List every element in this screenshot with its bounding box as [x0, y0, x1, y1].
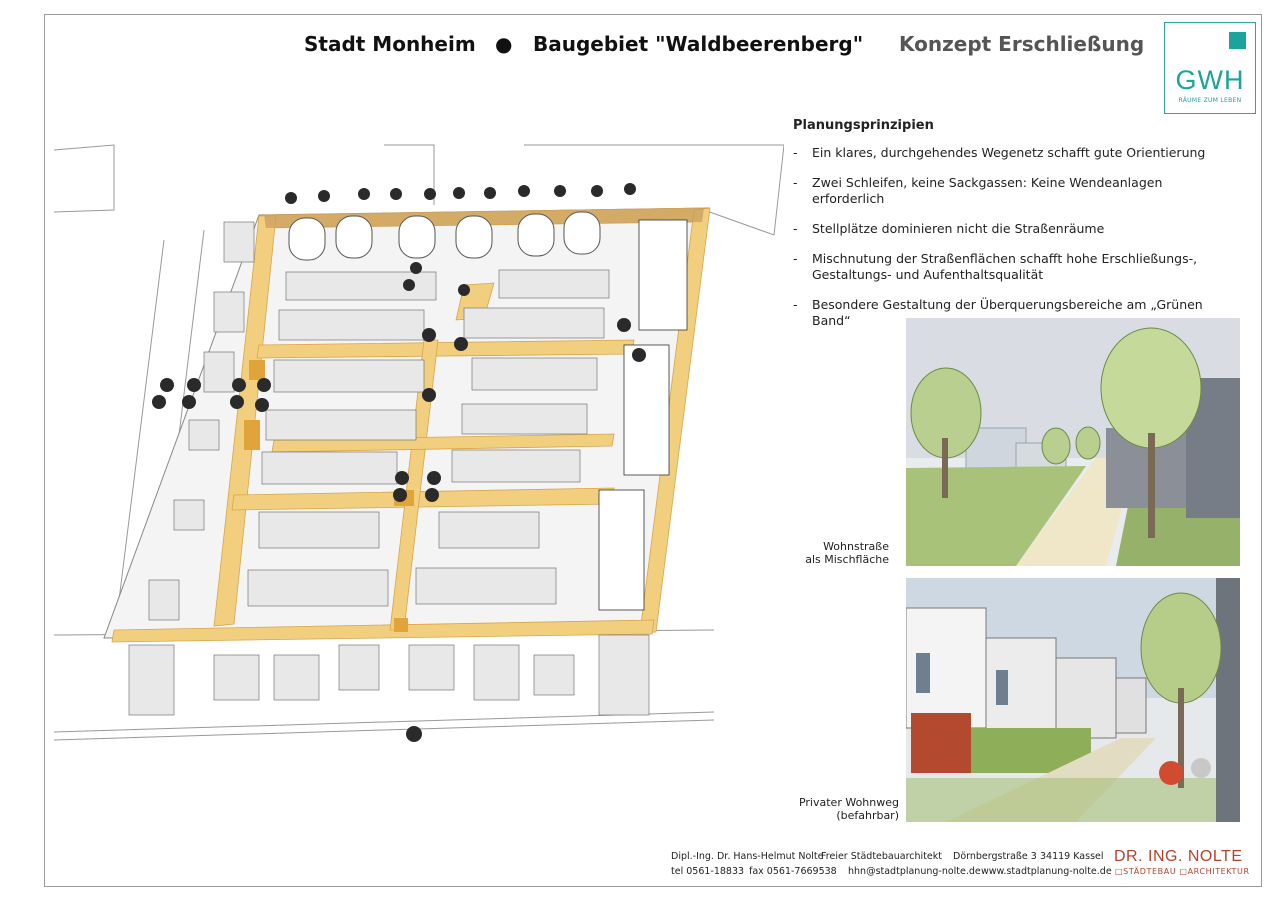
header-separator: ● [495, 32, 513, 56]
logo-text: GWH [1175, 65, 1245, 95]
principle-item [793, 145, 1233, 161]
principle-item [793, 251, 1233, 283]
principles-title: Planungsprinzipien [793, 118, 934, 133]
nolte-brand-sub: □STÄDTEBAU □ARCHITEKTUR [1115, 867, 1250, 876]
logo-square-icon [1229, 32, 1246, 49]
bullet-dash: - [793, 175, 798, 190]
bullet-dash: - [793, 251, 798, 266]
principle-item [793, 175, 1233, 207]
nolte-brand: DR. ING. NOLTE [1114, 848, 1243, 865]
caption-line: (befahrbar) [836, 809, 899, 822]
principle-text: Ein klares, durchgehendes Wegenetz schafft gute Orientierung [812, 145, 1206, 160]
footer-name: Dipl.-Ing. Dr. Hans-Helmut Nolte [671, 851, 824, 862]
caption-wohnweg [699, 796, 899, 822]
footer-street: Dörnbergstraße 3 [953, 851, 1037, 862]
principle-text: Besondere Gestaltung der Überquerungsbereiche am „Grünen Band“ [812, 297, 1203, 328]
render-wohnstrasse [906, 318, 1240, 566]
caption-line: Wohnstraße [823, 540, 889, 553]
footer-web: www.stadtplanung-nolte.de [981, 866, 1112, 877]
principles-list [793, 145, 1233, 329]
footer-email: hhn@stadtplanung-nolte.de [848, 866, 981, 877]
caption-line: als Mischfläche [805, 553, 889, 566]
site-plan-drawing [54, 140, 784, 752]
caption-wohnstrasse [689, 540, 889, 566]
logo-tagline: RÄUME ZUM LEBEN [1178, 97, 1242, 104]
principle-text: Stellplätze dominieren nicht die Straßenräume [812, 221, 1105, 236]
header-city: Stadt Monheim [304, 32, 476, 56]
principle-text: Zwei Schleifen, keine Sackgassen: Keine Wendeanlagen erforderlich [812, 175, 1163, 206]
bullet-dash: - [793, 221, 798, 236]
bullet-dash: - [793, 145, 798, 160]
footer-role: Freier Städtebauarchitekt [821, 851, 942, 862]
bullet-dash: - [793, 297, 798, 312]
planning-principles [793, 118, 1233, 343]
gwh-logo [1164, 22, 1256, 114]
render-privater-wohnweg [906, 578, 1240, 822]
header-project: Baugebiet "Waldbeerenberg" [533, 32, 864, 56]
footer-tel: tel 0561-18833 [671, 866, 745, 877]
principle-item [793, 221, 1233, 237]
footer-city: 34119 Kassel [1040, 851, 1104, 862]
header-concept: Konzept Erschließung [899, 32, 1145, 56]
principle-text: Mischnutung der Straßenflächen schafft hohe Erschließungs-, Gestaltungs- und Aufenthaltsqualität [812, 251, 1198, 282]
caption-line: Privater Wohnweg [798, 796, 899, 809]
footer-fax: fax 0561-7669538 [749, 866, 837, 877]
page-header [0, 32, 1280, 62]
